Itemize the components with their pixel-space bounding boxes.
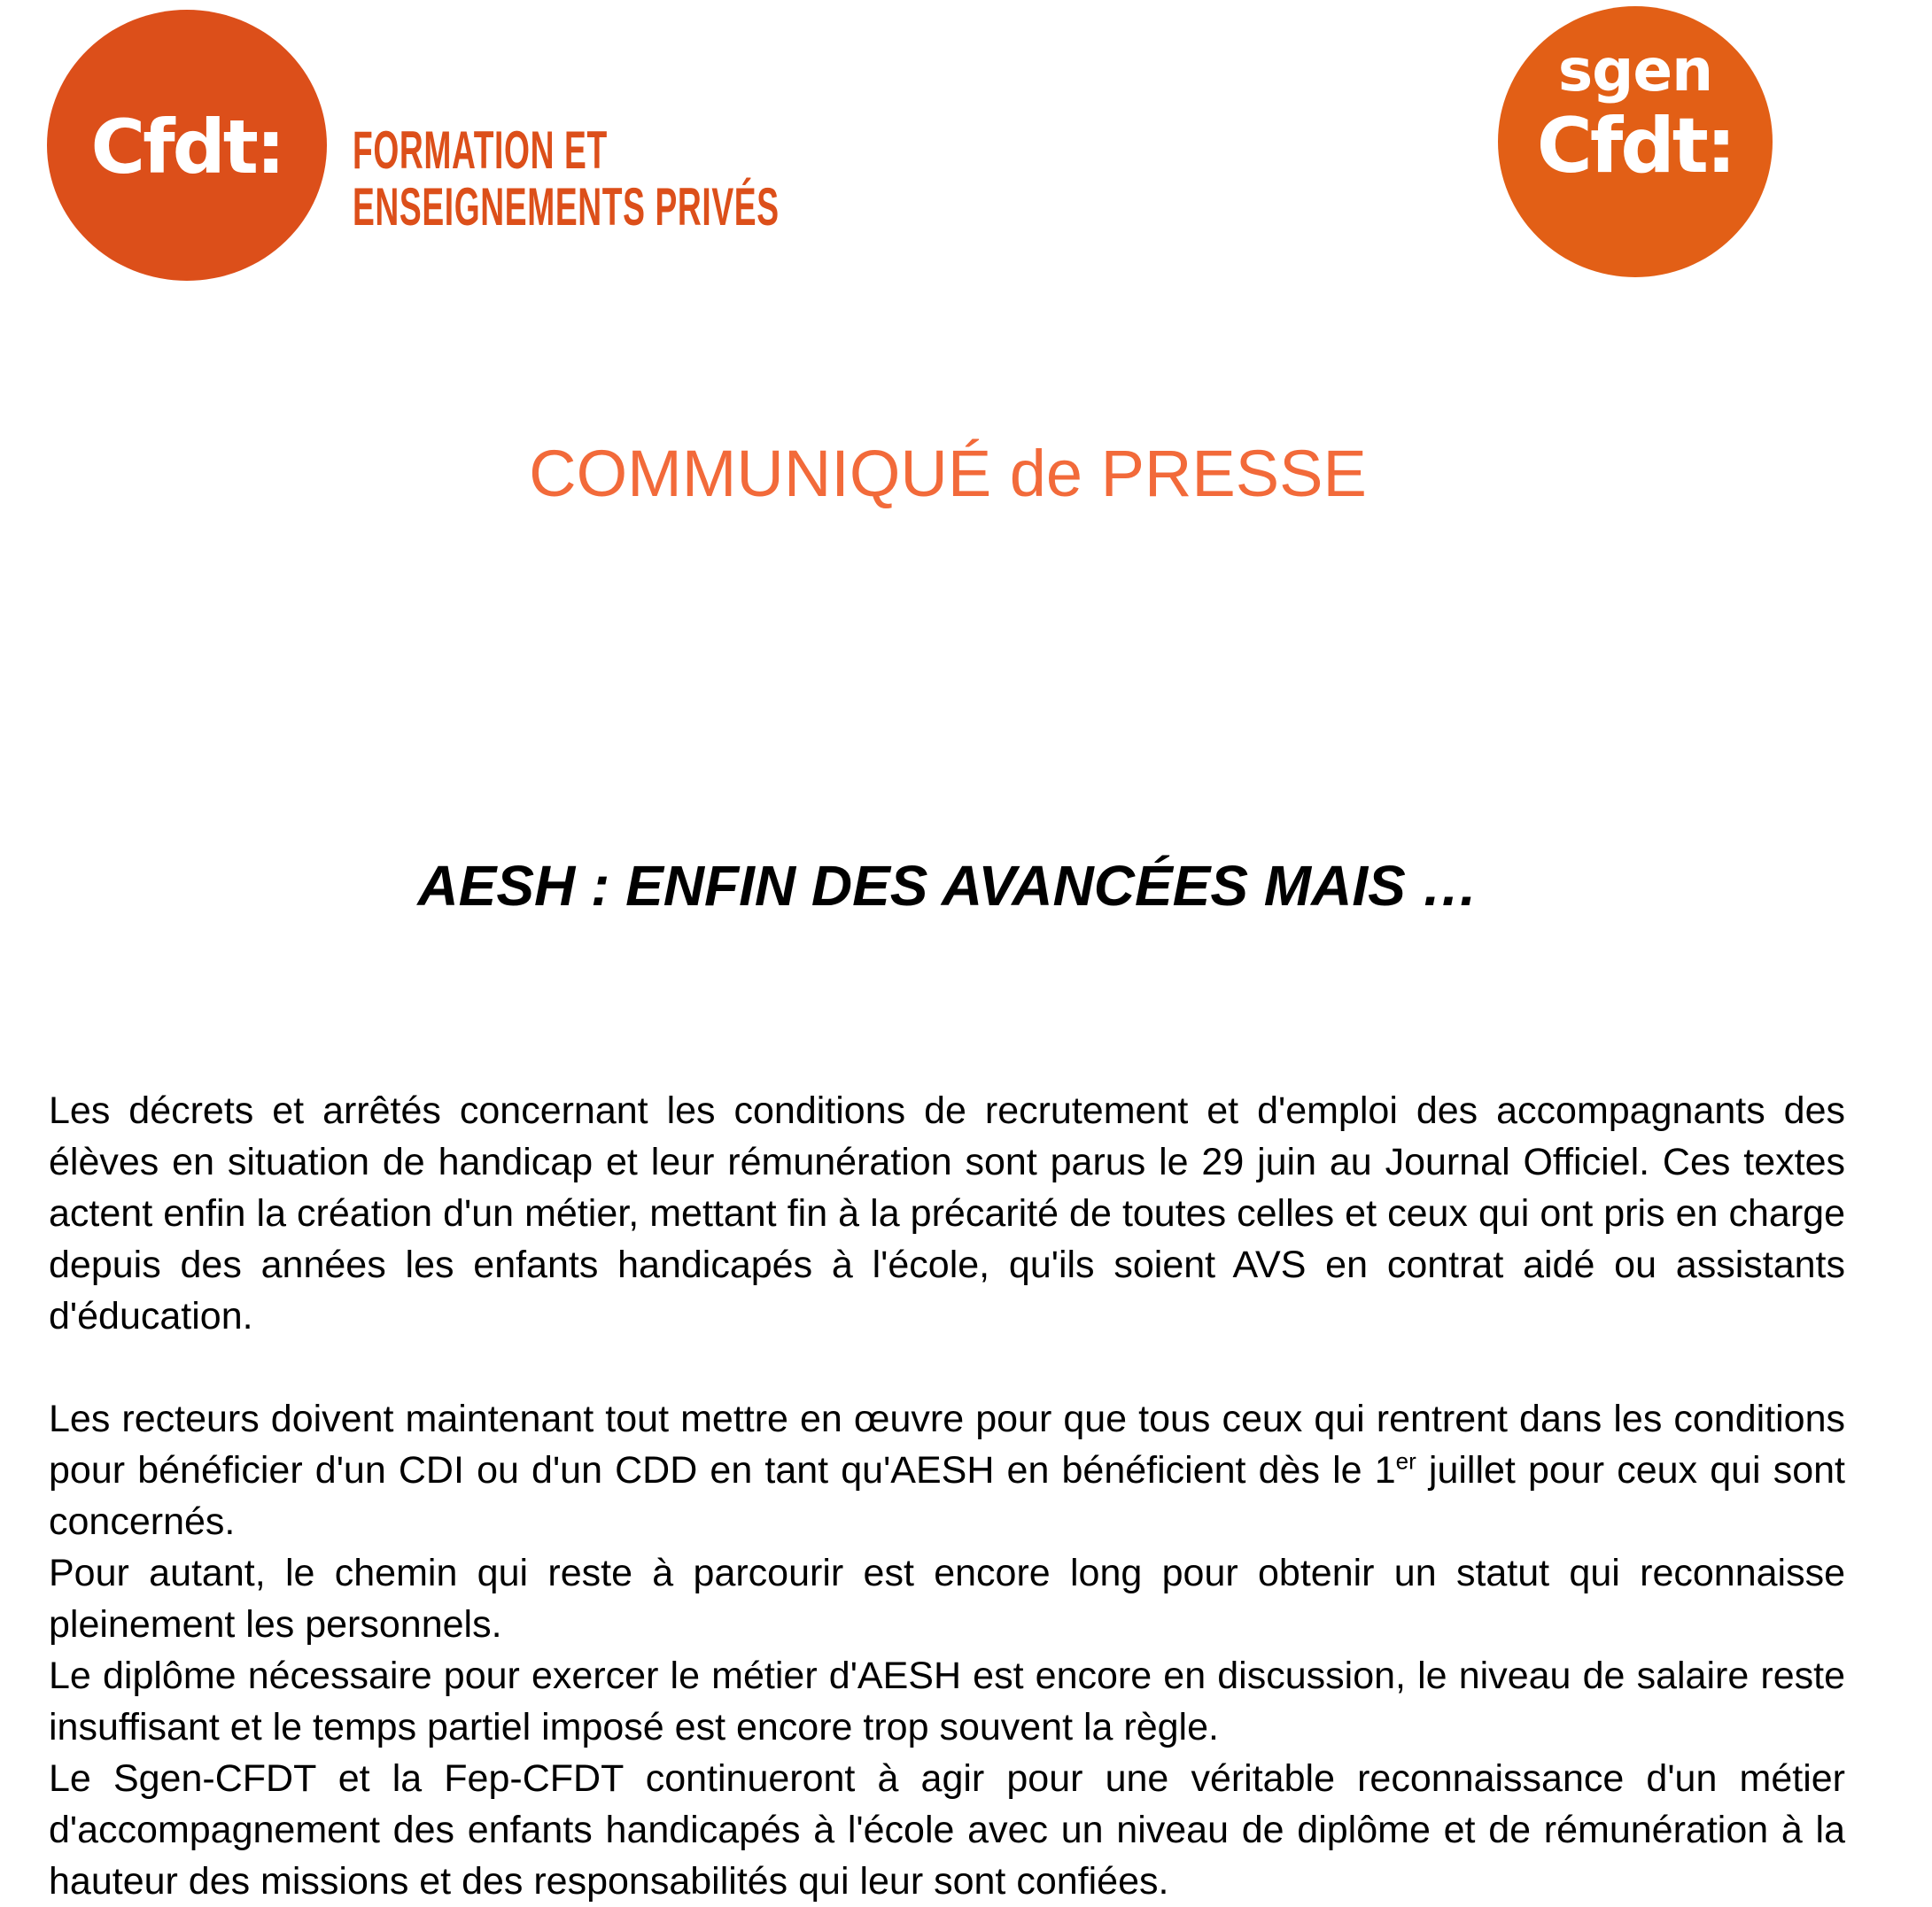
paragraph-2 <box>49 1393 1845 1547</box>
paragraph-3: Pour autant, le chemin qui reste à parcourir est encore long pour obtenir un statut qui reconnaisse pleinement les personnels. <box>49 1552 1845 1646</box>
fep-logo-text <box>353 122 780 236</box>
cfdt-logo-mark: Cfdt: <box>90 104 283 190</box>
body-text <box>49 1085 1845 1907</box>
cfdt-fep-logo <box>47 10 327 281</box>
ordinal-superscript: er <box>1395 1447 1416 1475</box>
sgen-cfdt-logo <box>1498 6 1773 277</box>
paragraph-2-text-end: juillet pour ceux qui sont concernés. <box>49 1449 1845 1543</box>
paragraph-5: Le Sgen-CFDT et la Fep-CFDT continueront à agir pour une véritable reconnaissance d'un métier d'accompagnement des enfants handicapés à l'école avec un niveau de diplôme et de rémunération à la hauteur des missions et des responsabilités qui leur sont confiées. <box>49 1757 1845 1903</box>
fep-logo-line1: FORMATION ET <box>353 120 608 180</box>
press-release-label: COMMUNIQUÉ de PRESSE <box>529 437 1367 510</box>
fep-logo-line2: ENSEIGNEMENTS PRIVÉS <box>353 177 780 236</box>
paragraph-2-text: Les recteurs doivent maintenant tout mettre en œuvre pour que tous ceux qui rentrent dans les conditions pour bénéficier d'un CDI ou d'un CDD en tant qu'AESH en bénéficient dès le 1 <box>49 1398 1845 1492</box>
paragraph-1: Les décrets et arrêtés concernant les conditions de recrutement et d'emploi des accompagnants des élèves en situation de handicap et leur rémunération sont parus le 29 juin au Journal Officiel. Ces textes actent enfin la création d'un métier, mettant fin à la précarité de toutes celles et ceux qui ont pris en charge depuis des années les enfants handicapés à l'école, qu'ils soient AVS en contrat aidé ou assistants d'éducation. <box>49 1089 1845 1337</box>
sgen-logo-line2: Cfdt: <box>1536 102 1734 190</box>
sgen-logo-line1: sgen <box>1557 36 1713 105</box>
paragraph-4: Le diplôme nécessaire pour exercer le métier d'AESH est encore en discussion, le niveau de salaire reste insuffisant et le temps partiel imposé est encore trop souvent la règle. <box>49 1655 1845 1748</box>
headline: AESH : ENFIN DES AVANCÉES MAIS … <box>417 854 1478 918</box>
